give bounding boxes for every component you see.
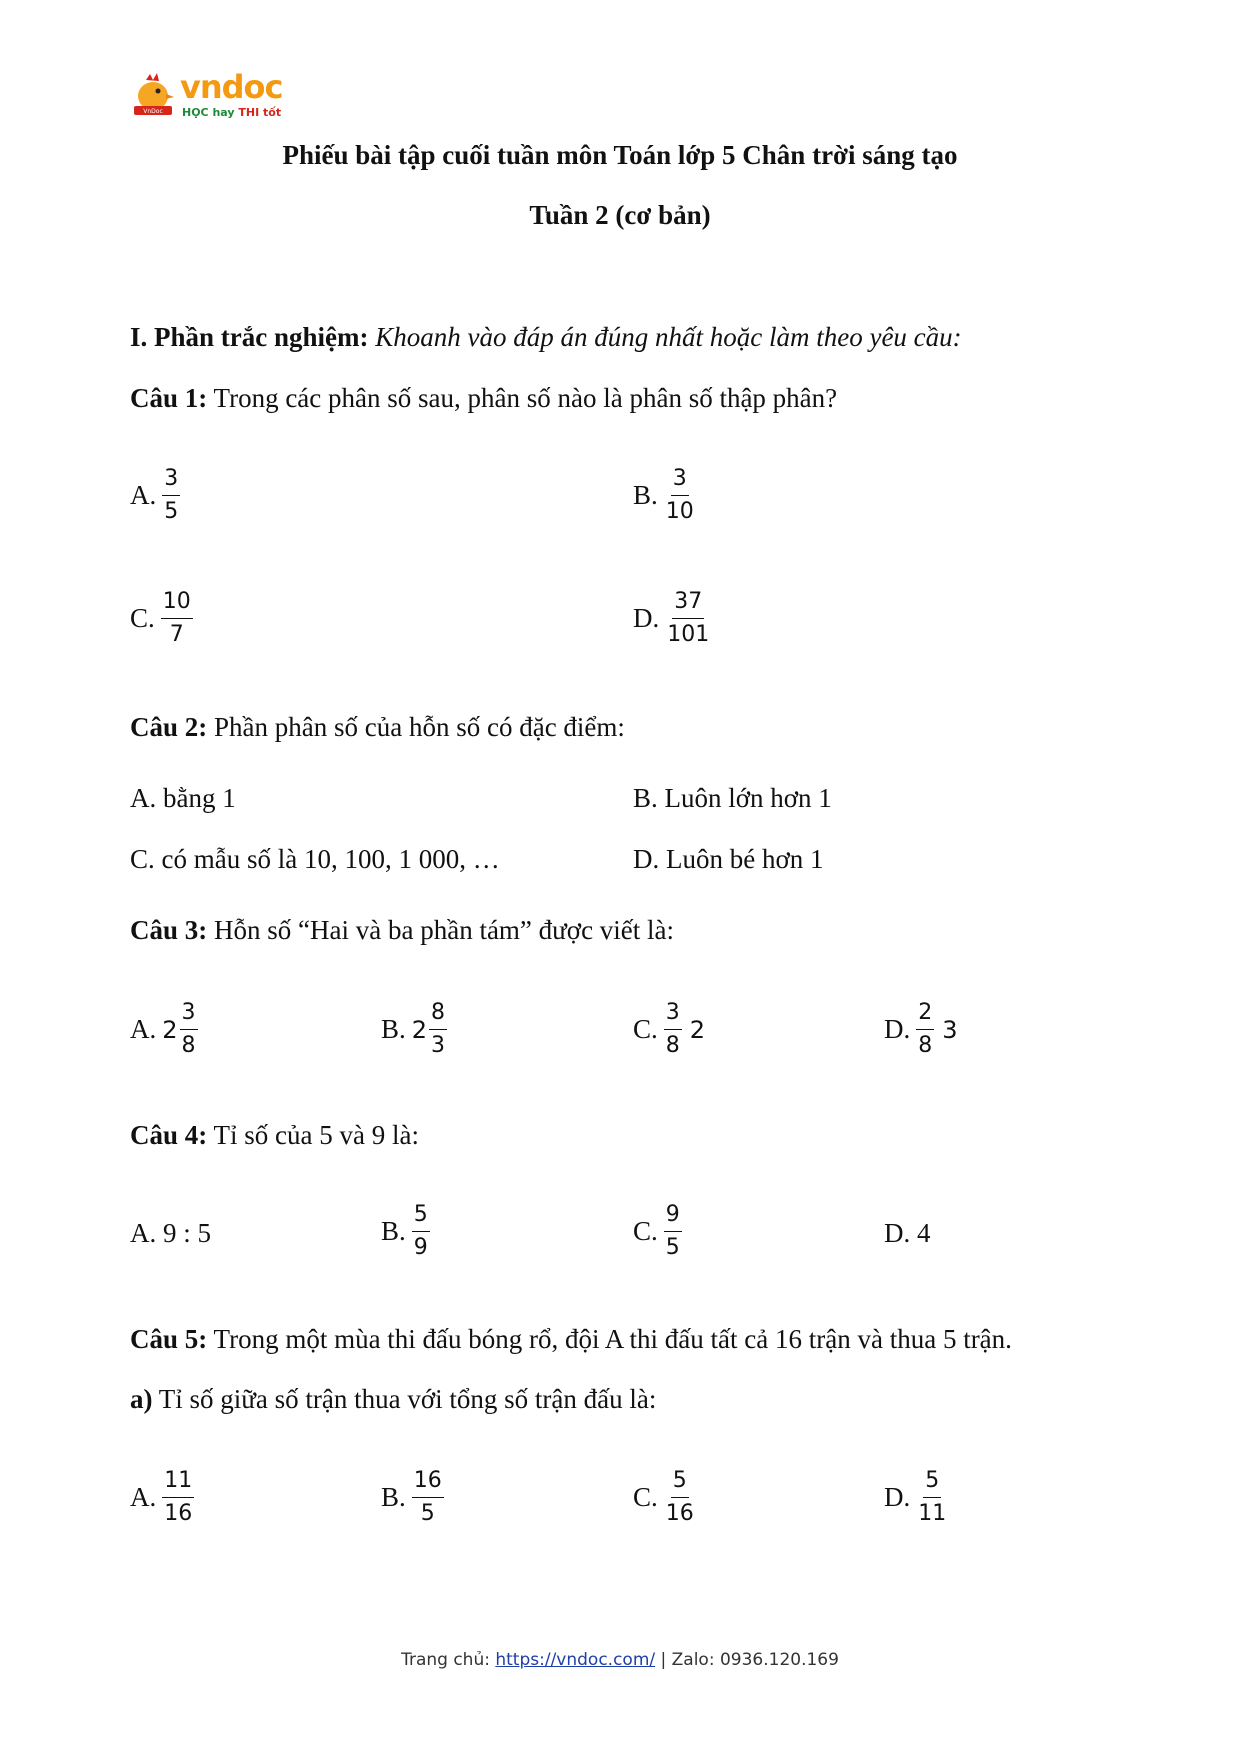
q3-option-a[interactable]: A. 2 $\frac{3}{8}$: [130, 1000, 196, 1058]
question-1: Câu 1: Trong các phân số sau, phân số nào là phân số thập phân?: [130, 383, 838, 413]
fraction: $\frac{16}{5}$: [413, 1468, 442, 1526]
q4-option-d[interactable]: D. 4: [884, 1218, 931, 1248]
fraction: $\frac{5}{9}$: [413, 1202, 428, 1260]
vndoc-logo: [128, 68, 298, 126]
page-subtitle: Tuần 2 (cơ bản): [529, 200, 711, 230]
fraction: $\frac{3}{5}$: [164, 466, 179, 524]
q1-option-c[interactable]: C. $\frac{10}{7}$: [130, 589, 191, 647]
question-5: Câu 5: Trong một mùa thi đấu bóng rổ, đội A thi đấu tất cả 16 trận và thua 5 trận.: [130, 1324, 1012, 1354]
fraction: $\frac{2}{8}$: [918, 1000, 933, 1058]
q1-option-a[interactable]: A. $\frac{3}{5}$: [130, 466, 179, 524]
page-title: Phiếu bài tập cuối tuần môn Toán lớp 5 Chân trời sáng tạo: [282, 140, 958, 170]
fraction: $\frac{3}{8}$: [181, 1000, 196, 1058]
question-4: Câu 4: Tỉ số của 5 và 9 là:: [130, 1120, 419, 1150]
section-heading: I. Phần trắc nghiệm: Khoanh vào đáp án đúng nhất hoặc làm theo yêu cầu:: [130, 322, 962, 352]
q2-option-d[interactable]: D. Luôn bé hơn 1: [633, 844, 824, 874]
q3-option-d[interactable]: D. $\frac{2}{8}$ 3: [884, 1000, 958, 1058]
q5a-option-b[interactable]: B. $\frac{16}{5}$: [381, 1468, 442, 1526]
q2-option-b[interactable]: B. Luôn lớn hơn 1: [633, 783, 832, 813]
fraction: $\frac{3}{10}$: [665, 466, 694, 524]
fraction: $\frac{10}{7}$: [162, 589, 191, 647]
q4-option-c[interactable]: C. $\frac{9}{5}$: [633, 1202, 680, 1260]
rooster-mascot-icon: [128, 72, 178, 122]
question-2: Câu 2: Phần phân số của hỗn số có đặc điểm:: [130, 712, 625, 742]
q5a-option-d[interactable]: D. $\frac{5}{11}$: [884, 1468, 947, 1526]
question-5a: a) Tỉ số giữa số trận thua với tổng số trận đấu là:: [130, 1384, 657, 1414]
fraction: $\frac{37}{101}$: [667, 589, 710, 647]
q5a-option-c[interactable]: C. $\frac{5}{16}$: [633, 1468, 694, 1526]
svg-text:VnDoc: VnDoc: [143, 108, 163, 115]
fraction: $\frac{9}{5}$: [665, 1202, 680, 1260]
q1-option-d[interactable]: D. $\frac{37}{101}$: [633, 589, 710, 647]
q4-option-a[interactable]: A. 9 : 5: [130, 1218, 211, 1248]
q3-option-b[interactable]: B. 2 $\frac{8}{3}$: [381, 1000, 446, 1058]
brand-tagline: HỌC hay THI tốt: [182, 106, 282, 119]
question-3: Câu 3: Hỗn số “Hai và ba phần tám” được viết là:: [130, 915, 675, 945]
q1-option-b[interactable]: B. $\frac{3}{10}$: [633, 466, 694, 524]
fraction: $\frac{5}{16}$: [665, 1468, 694, 1526]
fraction: $\frac{3}{8}$: [665, 1000, 680, 1058]
page-footer: Trang chủ: https://vndoc.com/ | Zalo: 0936.120.169: [401, 1650, 839, 1670]
brand-name: vndoc: [180, 68, 283, 106]
q3-option-c[interactable]: C. $\frac{3}{8}$ 2: [633, 1000, 706, 1058]
q2-option-a[interactable]: A. bằng 1: [130, 783, 236, 813]
fraction: $\frac{5}{11}$: [918, 1468, 947, 1526]
q5a-option-a[interactable]: A. $\frac{11}{16}$: [130, 1468, 193, 1526]
fraction: $\frac{8}{3}$: [431, 1000, 446, 1058]
q2-option-c[interactable]: C. có mẫu số là 10, 100, 1 000, …: [130, 844, 500, 874]
fraction: $\frac{11}{16}$: [164, 1468, 193, 1526]
homepage-link[interactable]: https://vndoc.com/: [495, 1650, 656, 1670]
q4-option-b[interactable]: B. $\frac{5}{9}$: [381, 1202, 428, 1260]
